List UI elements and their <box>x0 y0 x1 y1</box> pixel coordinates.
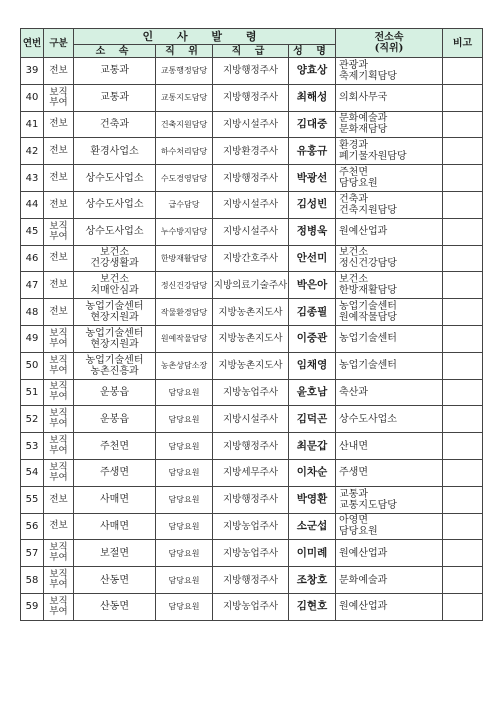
row-grade: 지방행정주사 <box>213 165 289 192</box>
table-row <box>21 379 483 406</box>
table-row <box>21 299 483 326</box>
row-department: 상수도사업소 <box>74 165 156 192</box>
row-grade: 지방농업주사 <box>213 513 289 540</box>
row-position: 담당요원 <box>156 433 213 460</box>
row-position: 작물환경담당 <box>156 299 213 326</box>
table-row <box>21 84 483 111</box>
row-name: 안선미 <box>289 245 336 272</box>
table-row <box>21 272 483 299</box>
row-grade: 지방환경주사 <box>213 138 289 165</box>
row-position: 누수방지담당 <box>156 218 213 245</box>
row-kind: 전보 <box>44 111 74 138</box>
row-kind: 전보 <box>44 58 74 85</box>
row-number: 40 <box>21 84 44 111</box>
row-kind: 보직 부여 <box>44 325 74 352</box>
row-grade: 지방행정주사 <box>213 433 289 460</box>
row-position: 농촌상담소장 <box>156 352 213 379</box>
header-no: 연번 <box>21 29 44 58</box>
table-body <box>21 58 483 621</box>
row-position: 담당요원 <box>156 459 213 486</box>
row-position: 교통행정담당 <box>156 58 213 85</box>
header-note: 비고 <box>443 29 483 58</box>
row-note <box>443 459 483 486</box>
row-department: 교통과 <box>74 84 156 111</box>
row-name: 최문갑 <box>289 433 336 460</box>
row-name: 이미례 <box>289 540 336 567</box>
header-name: 성 명 <box>289 45 336 58</box>
row-previous-post: 아영면 담당요원 <box>336 513 443 540</box>
row-department: 환경사업소 <box>74 138 156 165</box>
table-row <box>21 540 483 567</box>
row-name: 김대중 <box>289 111 336 138</box>
header-prev: 전소속 (직위) <box>336 29 443 58</box>
row-kind: 보직 부여 <box>44 433 74 460</box>
header-kind: 구분 <box>44 29 74 58</box>
row-kind: 보직 부여 <box>44 352 74 379</box>
row-kind: 전보 <box>44 513 74 540</box>
row-note <box>443 245 483 272</box>
row-kind: 전보 <box>44 165 74 192</box>
row-name: 김덕곤 <box>289 406 336 433</box>
row-department: 보절면 <box>74 540 156 567</box>
table-row <box>21 567 483 594</box>
row-number: 56 <box>21 513 44 540</box>
row-department: 교통과 <box>74 58 156 85</box>
row-grade: 지방행정주사 <box>213 567 289 594</box>
row-name: 윤호남 <box>289 379 336 406</box>
row-kind: 전보 <box>44 299 74 326</box>
row-note <box>443 111 483 138</box>
row-position: 담당요원 <box>156 486 213 513</box>
row-name: 소군섭 <box>289 513 336 540</box>
row-name: 김현호 <box>289 593 336 620</box>
row-kind: 전보 <box>44 486 74 513</box>
row-position: 하수처리담당 <box>156 138 213 165</box>
row-name: 조창호 <box>289 567 336 594</box>
row-kind: 보직 부여 <box>44 84 74 111</box>
row-kind: 보직 부여 <box>44 540 74 567</box>
row-previous-post: 의회사무국 <box>336 84 443 111</box>
row-kind: 전보 <box>44 191 74 218</box>
row-department: 농업기술센터 농촌진흥과 <box>74 352 156 379</box>
row-position: 수도경영담당 <box>156 165 213 192</box>
row-number: 57 <box>21 540 44 567</box>
row-grade: 지방농업주사 <box>213 540 289 567</box>
row-position: 한방재활담당 <box>156 245 213 272</box>
row-grade: 지방시설주사 <box>213 191 289 218</box>
row-department: 주생면 <box>74 459 156 486</box>
row-note <box>443 138 483 165</box>
row-department: 주천면 <box>74 433 156 460</box>
row-name: 이중관 <box>289 325 336 352</box>
row-note <box>443 513 483 540</box>
row-name: 유홍규 <box>289 138 336 165</box>
row-grade: 지방농업주사 <box>213 593 289 620</box>
row-note <box>443 540 483 567</box>
row-grade: 지방시설주사 <box>213 406 289 433</box>
row-note <box>443 84 483 111</box>
row-previous-post: 농업기술센터 <box>336 325 443 352</box>
row-number: 58 <box>21 567 44 594</box>
row-department: 상수도사업소 <box>74 218 156 245</box>
row-grade: 지방의료기술주사 <box>213 272 289 299</box>
row-department: 보건소 치매안심과 <box>74 272 156 299</box>
table-row <box>21 138 483 165</box>
table-row <box>21 459 483 486</box>
row-position: 건축지원담당 <box>156 111 213 138</box>
row-position: 담당요원 <box>156 379 213 406</box>
row-name: 정병욱 <box>289 218 336 245</box>
table-row <box>21 593 483 620</box>
row-grade: 지방행정주사 <box>213 84 289 111</box>
row-grade: 지방농업주사 <box>213 379 289 406</box>
table-row <box>21 218 483 245</box>
row-previous-post: 축산과 <box>336 379 443 406</box>
row-position: 담당요원 <box>156 540 213 567</box>
row-name: 박영환 <box>289 486 336 513</box>
row-kind: 전보 <box>44 138 74 165</box>
header-position: 직 위 <box>156 45 213 58</box>
row-previous-post: 상수도사업소 <box>336 406 443 433</box>
table-row <box>21 325 483 352</box>
row-number: 47 <box>21 272 44 299</box>
row-department: 상수도사업소 <box>74 191 156 218</box>
row-grade: 지방시설주사 <box>213 218 289 245</box>
row-grade: 지방간호주사 <box>213 245 289 272</box>
row-name: 최해성 <box>289 84 336 111</box>
row-grade: 지방행정주사 <box>213 486 289 513</box>
row-position: 담당요원 <box>156 513 213 540</box>
row-position: 급수담당 <box>156 191 213 218</box>
row-name: 박광선 <box>289 165 336 192</box>
row-kind: 보직 부여 <box>44 567 74 594</box>
row-number: 39 <box>21 58 44 85</box>
row-department: 운봉읍 <box>74 379 156 406</box>
row-name: 이차순 <box>289 459 336 486</box>
row-previous-post: 관광과 축제기획담당 <box>336 58 443 85</box>
row-number: 50 <box>21 352 44 379</box>
row-department: 산동면 <box>74 593 156 620</box>
row-number: 52 <box>21 406 44 433</box>
row-grade: 지방행정주사 <box>213 58 289 85</box>
table-row <box>21 165 483 192</box>
row-department: 보건소 건강생활과 <box>74 245 156 272</box>
header-grade: 직 급 <box>213 45 289 58</box>
table-row <box>21 111 483 138</box>
row-kind: 보직 부여 <box>44 379 74 406</box>
row-note <box>443 379 483 406</box>
row-kind: 보직 부여 <box>44 218 74 245</box>
table-row <box>21 352 483 379</box>
row-department: 산동면 <box>74 567 156 594</box>
row-number: 45 <box>21 218 44 245</box>
row-position: 담당요원 <box>156 406 213 433</box>
table-row <box>21 513 483 540</box>
row-number: 53 <box>21 433 44 460</box>
row-position: 원예작물담당 <box>156 325 213 352</box>
table-row <box>21 245 483 272</box>
row-number: 43 <box>21 165 44 192</box>
row-previous-post: 농업기술센터 <box>336 352 443 379</box>
row-name: 김성빈 <box>289 191 336 218</box>
row-note <box>443 433 483 460</box>
row-previous-post: 환경과 폐기물자원담당 <box>336 138 443 165</box>
row-kind: 보직 부여 <box>44 406 74 433</box>
row-note <box>443 165 483 192</box>
row-name: 양효상 <box>289 58 336 85</box>
row-name: 임채영 <box>289 352 336 379</box>
row-previous-post: 원예산업과 <box>336 218 443 245</box>
appointment-sheet <box>20 28 482 621</box>
row-kind: 전보 <box>44 272 74 299</box>
row-note <box>443 58 483 85</box>
row-position: 교통지도담당 <box>156 84 213 111</box>
row-name: 박은아 <box>289 272 336 299</box>
table-row <box>21 191 483 218</box>
row-note <box>443 593 483 620</box>
row-number: 55 <box>21 486 44 513</box>
row-department: 건축과 <box>74 111 156 138</box>
row-kind: 전보 <box>44 245 74 272</box>
row-previous-post: 보건소 한방재활담당 <box>336 272 443 299</box>
row-number: 46 <box>21 245 44 272</box>
table-row <box>21 406 483 433</box>
row-position: 정신건강담당 <box>156 272 213 299</box>
row-position: 담당요원 <box>156 567 213 594</box>
row-note <box>443 299 483 326</box>
row-position: 담당요원 <box>156 593 213 620</box>
row-number: 51 <box>21 379 44 406</box>
row-previous-post: 건축과 건축지원담당 <box>336 191 443 218</box>
row-note <box>443 325 483 352</box>
row-note <box>443 486 483 513</box>
row-grade: 지방세무주사 <box>213 459 289 486</box>
row-previous-post: 주천면 담당요원 <box>336 165 443 192</box>
row-previous-post: 원예산업과 <box>336 593 443 620</box>
row-number: 48 <box>21 299 44 326</box>
row-department: 사매면 <box>74 513 156 540</box>
row-grade: 지방농촌지도사 <box>213 352 289 379</box>
row-department: 농업기술센터 현장지원과 <box>74 299 156 326</box>
row-note <box>443 406 483 433</box>
row-previous-post: 문화예술과 문화재담당 <box>336 111 443 138</box>
row-previous-post: 산내면 <box>336 433 443 460</box>
table-row <box>21 433 483 460</box>
row-previous-post: 교통과 교통지도담당 <box>336 486 443 513</box>
row-department: 사매면 <box>74 486 156 513</box>
header-appointment: 인 사 발 령 <box>74 29 336 45</box>
row-number: 59 <box>21 593 44 620</box>
table-row <box>21 486 483 513</box>
row-number: 42 <box>21 138 44 165</box>
appointment-table <box>20 28 483 621</box>
row-department: 농업기술센터 현장지원과 <box>74 325 156 352</box>
header-dept: 소 속 <box>74 45 156 58</box>
row-number: 49 <box>21 325 44 352</box>
row-previous-post: 문화예술과 <box>336 567 443 594</box>
row-note <box>443 218 483 245</box>
row-previous-post: 보건소 정신건강담당 <box>336 245 443 272</box>
row-grade: 지방시설주사 <box>213 111 289 138</box>
row-previous-post: 농업기술센터 원예작물담당 <box>336 299 443 326</box>
row-kind: 보직 부여 <box>44 459 74 486</box>
row-note <box>443 191 483 218</box>
row-department: 운봉읍 <box>74 406 156 433</box>
table-row <box>21 58 483 85</box>
row-note <box>443 567 483 594</box>
row-note <box>443 272 483 299</box>
row-number: 54 <box>21 459 44 486</box>
row-number: 41 <box>21 111 44 138</box>
row-number: 44 <box>21 191 44 218</box>
row-grade: 지방농촌지도사 <box>213 325 289 352</box>
row-note <box>443 352 483 379</box>
row-kind: 보직 부여 <box>44 593 74 620</box>
row-previous-post: 원예산업과 <box>336 540 443 567</box>
row-grade: 지방농촌지도사 <box>213 299 289 326</box>
row-name: 김종필 <box>289 299 336 326</box>
table-header <box>21 29 483 58</box>
row-previous-post: 주생면 <box>336 459 443 486</box>
